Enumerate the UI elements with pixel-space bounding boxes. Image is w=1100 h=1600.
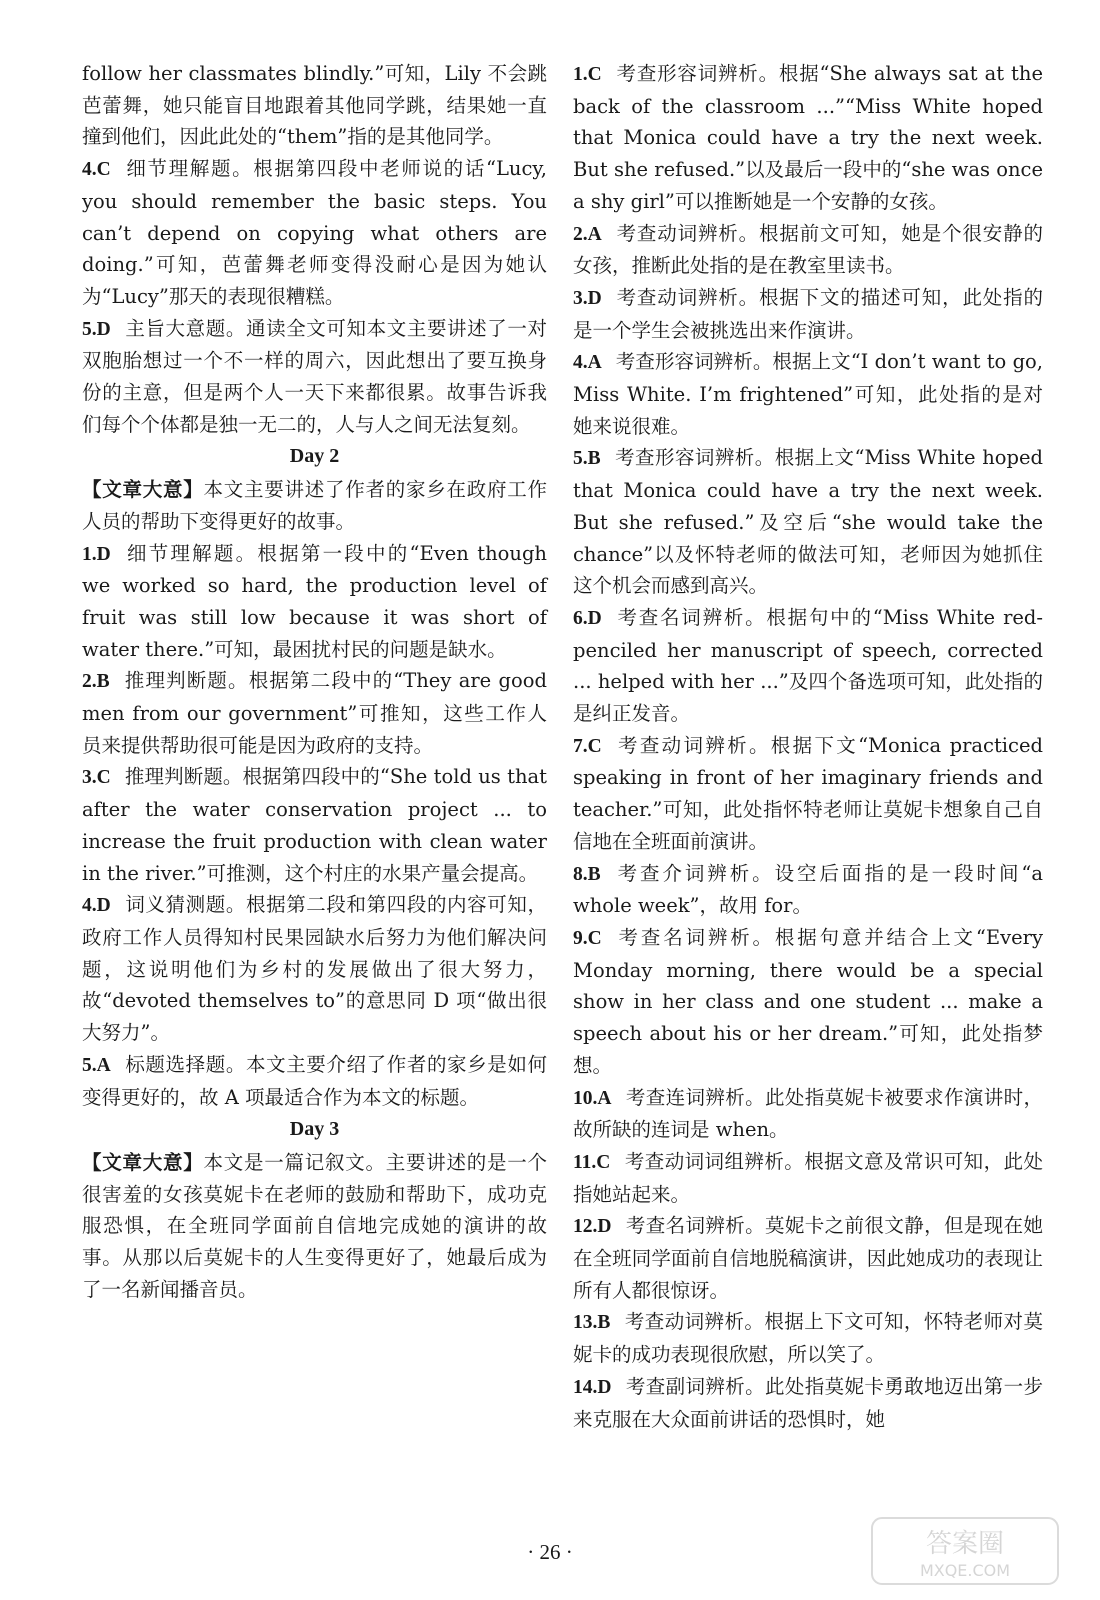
summary-tag: 【文章大意】 bbox=[82, 478, 204, 502]
answer-item bbox=[573, 1306, 1043, 1370]
answer-number: 2.B bbox=[82, 671, 110, 693]
answer-explanation: 考查动词辨析。根据前文可知，她是个很安静的女孩，推断此处指的是在教室里读书。 bbox=[573, 221, 1043, 278]
answer-number: 1.C bbox=[573, 64, 602, 85]
answer-item bbox=[82, 1049, 547, 1113]
watermark-text-cn: 答案圈 bbox=[925, 1529, 1005, 1559]
answer-explanation: 主旨大意题。通读全文可知本文主要讲述了一对双胞胎想过一个不一样的周六，因此想出了要互换身份的主意，但是两个人一天下来都很累。故事告诉我们每个个体都是独一无二的，人与人之间无法复刻。 bbox=[82, 316, 547, 436]
answer-explanation: 考查形容词辨析。根据“She always sat at the back of the classroom ...”“Miss White hoped that Monica could have a try the next week. But she refused.”以及最后一段中的“she was once a shy girl”可以推断她是一个安静的女孩。 bbox=[573, 62, 1043, 213]
answer-number: 4.A bbox=[573, 352, 602, 374]
summary-tag: 【文章大意】 bbox=[82, 1150, 204, 1174]
summary-paragraph bbox=[82, 1147, 547, 1306]
answer-item bbox=[573, 346, 1043, 442]
answer-item bbox=[573, 730, 1043, 858]
answer-item bbox=[573, 1082, 1043, 1146]
answer-explanation: 考查动词辨析。根据下文“Monica practiced speaking in front of her imaginary friends and teacher.”可知，此处指怀特老师让莫妮卡想象自己自信地在全班面前演讲。 bbox=[573, 733, 1043, 853]
answer-explanation: 考查介词辨析。设空后面指的是一段时间“a whole week”，故用 for。 bbox=[573, 861, 1043, 918]
answer-number: 6.D bbox=[573, 607, 602, 629]
answer-explanation: 考查名词辨析。根据句意并结合上文“Every Monday morning, there would be a special show in her class and one student ... make a speech about his or her dream.”可知，此处指梦想。 bbox=[573, 925, 1043, 1077]
answer-explanation: 考查形容词辨析。根据上文“I don’t want to go, Miss White. I’m frightened”可知，此处指的是对她来说很难。 bbox=[573, 350, 1043, 438]
answer-item bbox=[573, 442, 1043, 602]
answer-number: 3.C bbox=[82, 767, 111, 789]
answer-explanation: 词义猜测题。根据第二段和第四段的内容可知，政府工作人员得知村民果园缺水后努力为他们解决问题，这说明他们为乡村的发展做出了很大努力，故“devoted themselves to”的意思同 D 项“做出很大努力”。 bbox=[82, 893, 547, 1045]
continuation-paragraph: follow her classmates blindly.”可知，Lily 不会跳芭蕾舞，她只能盲目地跟着其他同学跳，结果她一直撞到他们，因此此处的“them”指的是其他同学。 bbox=[82, 62, 547, 149]
answer-item bbox=[82, 313, 547, 441]
summary-text: 本文是一篇记叙文。主要讲述的是一个很害羞的女孩莫妮卡在老师的鼓励和帮助下，成功克服恐惧，在全班同学面前自信地完成她的演讲的故事。从那以后莫妮卡的人生变得更好了，她最后成为了一名新闻播音员。 bbox=[82, 1150, 547, 1301]
answer-explanation: 考查动词辨析。根据下文的描述可知，此处指的是一个学生会被挑选出来作演讲。 bbox=[573, 285, 1043, 342]
answer-item bbox=[573, 602, 1043, 730]
watermark-logo bbox=[870, 1516, 1060, 1586]
left-column bbox=[82, 58, 547, 1305]
answer-number: 1.D bbox=[82, 543, 111, 565]
answer-explanation: 推理判断题。根据第四段中的“She told us that after the water conservation project ... to increase the fruit production with clean water in the river.”可推测，这个村庄的水果产量会提高。 bbox=[82, 765, 547, 885]
right-column bbox=[573, 58, 1043, 1435]
answer-explanation: 标题选择题。本文主要介绍了作者的家乡是如何变得更好的，故 A 项最适合作为本文的标题。 bbox=[82, 1052, 547, 1109]
answer-item bbox=[573, 922, 1043, 1082]
answer-number: 4.D bbox=[82, 895, 111, 917]
answer-item bbox=[573, 1371, 1043, 1435]
answer-item bbox=[573, 858, 1043, 922]
answer-number: 14.D bbox=[573, 1376, 612, 1398]
summary-text: 本文主要讲述了作者的家乡在政府工作人员的帮助下变得更好的故事。 bbox=[82, 478, 547, 533]
answer-explanation: 推理判断题。根据第二段中的“They are good men from our government”可推知，这些工作人员来提供帮助很可能是因为政府的支持。 bbox=[82, 669, 547, 757]
answer-item bbox=[573, 1210, 1043, 1306]
answer-explanation: 考查连词辨析。此处指莫妮卡被要求作演讲时，故所缺的连词是 when。 bbox=[573, 1085, 1043, 1142]
answer-number: 4.C bbox=[82, 159, 111, 181]
answer-item bbox=[573, 58, 1043, 218]
section-title-day-3: Day 3 bbox=[289, 1118, 340, 1141]
answer-item bbox=[82, 665, 547, 761]
watermark-text-en: MXQE.COM bbox=[919, 1561, 1011, 1580]
answer-number: 10.A bbox=[573, 1087, 612, 1109]
answer-number: 5.D bbox=[82, 318, 111, 340]
answer-explanation: 细节理解题。根据第四段中老师说的话“Lucy, you should remember the basic steps. You can’t depend on copying what others are doing.”可知，芭蕾舞老师变得没耐心是因为她认为“Lucy”那天的表现很糟糕。 bbox=[82, 157, 547, 308]
answer-number: 3.D bbox=[573, 287, 602, 309]
answer-explanation: 考查副词辨析。此处指莫妮卡勇敢地迈出第一步来克服在大众面前讲话的恐惧时，她 bbox=[573, 1374, 1043, 1431]
answer-item bbox=[573, 218, 1043, 282]
answer-explanation: 考查名词辨析。莫妮卡之前很文静，但是现在她在全班同学面前自信地脱稿演讲，因此她成功的表现让所有人都很惊讶。 bbox=[573, 1214, 1043, 1302]
answer-number: 9.C bbox=[573, 927, 602, 949]
answer-number: 7.C bbox=[573, 735, 602, 757]
answer-number: 2.A bbox=[573, 223, 602, 245]
answer-item bbox=[82, 761, 547, 889]
answer-number: 11.C bbox=[573, 1151, 611, 1173]
answer-explanation: 考查动词辨析。根据上下文可知，怀特老师对莫妮卡的成功表现很欣慰，所以笑了。 bbox=[573, 1310, 1043, 1367]
answer-item bbox=[82, 538, 547, 666]
answer-number: 12.D bbox=[573, 1216, 612, 1238]
summary-paragraph bbox=[82, 474, 547, 537]
answer-number: 5.B bbox=[573, 448, 601, 470]
answer-explanation: 细节理解题。根据第一段中的“Even though we worked so hard, the production level of fruit was still low because it was short of water there.”可知，最困扰村民的问题是缺水。 bbox=[82, 541, 547, 661]
answer-number: 5.A bbox=[82, 1054, 111, 1076]
answer-explanation: 考查形容词辨析。根据上文“Miss White hoped that Monica could have a try the next week. But she refused.”及空后“she would take the chance”以及怀特老师的做法可知，老师因为她抓住这个机会而感到高兴。 bbox=[573, 446, 1043, 598]
answer-item bbox=[82, 153, 547, 313]
answer-explanation: 考查名词辨析。根据句中的“Miss White red-penciled her manuscript of speech, corrected ... helped with her ...”及四个备选项可知，此处指的是纠正发音。 bbox=[573, 605, 1043, 726]
answer-explanation: 考查动词词组辨析。根据文意及常识可知，此处指她站起来。 bbox=[573, 1149, 1043, 1206]
answer-item bbox=[82, 889, 547, 1049]
section-title-day-2: Day 2 bbox=[289, 445, 340, 468]
answer-number: 8.B bbox=[573, 863, 601, 885]
answer-item bbox=[573, 1146, 1043, 1210]
answer-item bbox=[573, 282, 1043, 346]
page-number: · 26 · bbox=[527, 1540, 573, 1564]
answer-number: 13.B bbox=[573, 1312, 611, 1334]
